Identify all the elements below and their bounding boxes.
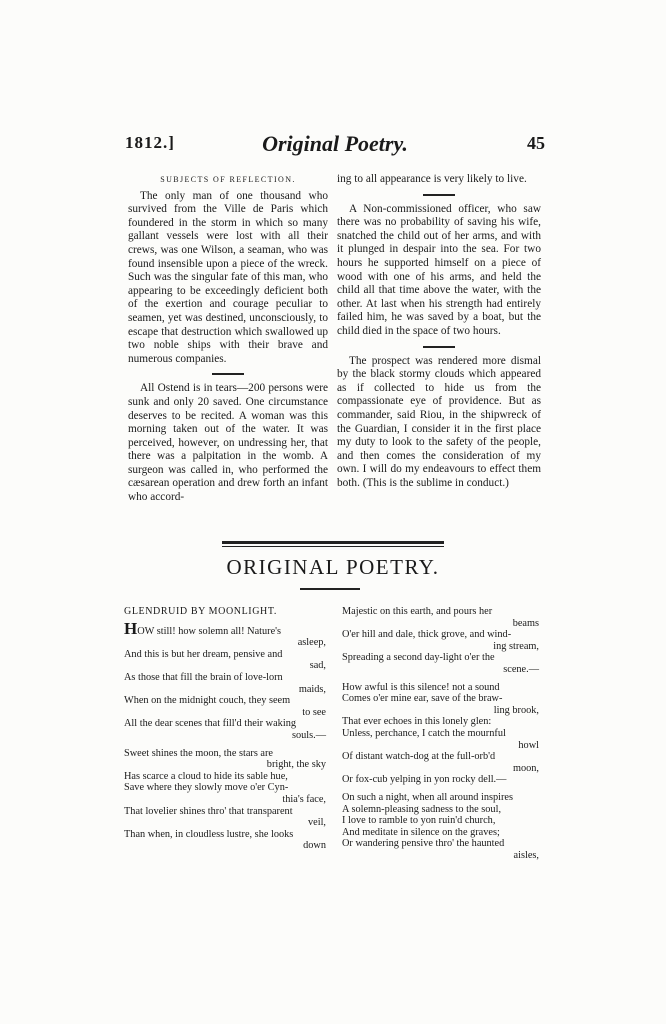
verse-text: Or wandering pensive thro' the haunted: [342, 838, 505, 850]
verse-continuation: asleep,: [297, 637, 326, 649]
verse-text: All the dear scenes that fill'd their waking: [124, 718, 296, 730]
paragraph: All Ostend is in tears—200 persons were sunk and only 20 saved. One circumstance deserves to be recited. A woman was this morning taken out of the water. It was perceived, however, on undressing her, that there was a palpitation in the womb. A surgeon was called in, who performed the cæsarean operation and drew forth an infant who accord-: [128, 382, 328, 504]
verse-continuation: howl: [518, 739, 539, 751]
verse-continuation: veil,: [307, 817, 326, 829]
verse-line: [342, 815, 547, 827]
verse-line: [342, 652, 547, 675]
prose-right-column: [337, 173, 541, 490]
verse-text: O'er hill and dale, thick grove, and wind-: [342, 629, 512, 641]
verse-line: [342, 716, 547, 728]
header-year: 1812.]: [125, 133, 175, 152]
verse-continuation: moon,: [512, 762, 539, 774]
prose-left-column: [128, 173, 328, 505]
drop-cap: H: [124, 618, 138, 638]
verse-continuation: sad,: [309, 660, 326, 672]
verse-text: Save where they slowly move o'er Cyn-: [124, 782, 289, 794]
verse-line: [342, 838, 547, 861]
verse-text: Unless, perchance, I catch the mournful: [342, 727, 506, 739]
poem-right-column: [342, 606, 547, 861]
verse-continuation: ing stream,: [493, 640, 539, 652]
section-title: SUBJECTS OF REFLECTION.: [160, 175, 296, 184]
verse-line: [124, 718, 334, 741]
section-heading: ORIGINAL POETRY.: [226, 555, 440, 579]
verse-continuation: bright, the sky: [266, 759, 326, 771]
heading-underline: [300, 588, 360, 590]
verse-text: When on the midnight couch, they seem: [124, 695, 291, 707]
paragraph: A Non-commissioned officer, who saw there was no probability of saving his wife, snatched the child out of her arms, and with it plunged in despair into the sea. For two hours he supported himself on a piece of wood with one of his arms, and held the child all that time above the water, with the other. At last when his strength had entirely failed him, he was saved by a boat, but the child died in the space of two hours.: [337, 202, 541, 337]
verse-line: [342, 606, 547, 629]
verse-line: [124, 829, 334, 852]
verse-line: [124, 672, 334, 695]
verse-continuation: beams: [512, 617, 539, 629]
verse-text: Or fox-cub yelping in yon rocky dell.—: [342, 774, 507, 786]
verse-line: [342, 827, 547, 839]
section-divider-thick: [222, 541, 444, 544]
verse-line: [342, 629, 547, 652]
page-number: 45: [527, 133, 545, 153]
verse-line: [342, 728, 547, 751]
verse-continuation: aisles,: [513, 849, 539, 861]
verse-text: As those that fill the brain of love-lorn: [124, 671, 283, 683]
poem-left-column: [124, 606, 334, 852]
paragraph: The prospect was rendered more dismal by the black stormy clouds which appeared as if collected to hide us from the compassionate eye of providence. But as commander, said Riou, in the shipwreck of the Guardian, I consider it in the first place my duty to look to the safety of the people, and then comes the consideration of my own. I will do my endeavours to effect them both. (This is the sublime in conduct.): [337, 354, 541, 489]
verse-text: That ever echoes in this lonely glen:: [342, 716, 492, 728]
verse-continuation: thia's face,: [282, 793, 326, 805]
verse-text: Of distant watch-dog at the full-orb'd: [342, 751, 496, 763]
verse-line: [124, 771, 334, 783]
verse-text: And meditate in silence on the graves;: [342, 826, 500, 838]
verse-line: [124, 649, 334, 672]
verse-line: [124, 782, 334, 805]
verse-text: Spreading a second day-light o'er the: [342, 652, 495, 664]
verse-line: [342, 774, 547, 786]
verse-continuation: to see: [302, 706, 326, 718]
stanza: [124, 618, 334, 742]
verse-line: [124, 618, 334, 649]
separator-rule: [423, 346, 455, 348]
section-divider-thin: [222, 546, 444, 547]
verse-text: On such a night, when all around inspires: [342, 791, 514, 803]
verse-text: How awful is this silence! not a sound: [342, 681, 500, 693]
verse-line: [342, 804, 547, 816]
verse-text: I love to ramble to yon ruin'd church,: [342, 815, 496, 827]
verse-text: A solemn-pleasing sadness to the soul,: [342, 803, 502, 815]
page-header: [125, 133, 545, 159]
paragraph: ing to all appearance is very likely to live.: [337, 173, 527, 185]
verse-continuation: ling brook,: [493, 704, 539, 716]
verse-continuation: maids,: [298, 683, 326, 695]
verse-continuation: down: [303, 840, 326, 852]
poem-title: GLENDRUID BY MOONLIGHT.: [124, 606, 277, 617]
separator-rule: [212, 373, 244, 375]
stanza: [124, 748, 334, 852]
verse-continuation: scene.—: [503, 663, 539, 675]
verse-text: Sweet shines the moon, the stars are: [124, 747, 273, 759]
verse-line: [342, 693, 547, 716]
verse-text: Has scarce a cloud to hide its sable hue,: [124, 770, 288, 782]
verse-text: OW still! how solemn all! Nature's: [137, 625, 282, 637]
verse-line: [124, 748, 334, 771]
verse-line: [342, 682, 547, 694]
stanza: [342, 682, 547, 786]
verse-continuation: souls.—: [291, 729, 326, 741]
verse-line: [342, 751, 547, 774]
verse-text: And this is but her dream, pensive and: [124, 648, 283, 660]
verse-line: [342, 792, 547, 804]
verse-line: [124, 695, 334, 718]
stanza: [342, 792, 547, 862]
separator-rule: [423, 194, 455, 196]
paragraph: The only man of one thousand who survived from the Ville de Paris which foundered in the storm in which so many gallant vessels were lost with all their crews, was one Wilson, a seaman, who was found insensible upon a piece of the wreck. Such was the singular fate of this man, who appearing to be exceedingly deficient both of the exertion and courage peculiar to seamen, yet was destined, unconsciously, to escape that destruction which swallowed up two noble ships with their brave and numerous companies.: [128, 189, 328, 365]
verse-text: That lovelier shines thro' that transparent: [124, 805, 293, 817]
verse-line: [124, 806, 334, 829]
stanza: [342, 606, 547, 676]
running-title: Original Poetry.: [262, 131, 408, 156]
verse-text: Than when, in cloudless lustre, she looks: [124, 828, 294, 840]
verse-text: Comes o'er mine ear, save of the braw-: [342, 693, 503, 705]
verse-text: Majestic on this earth, and pours her: [342, 606, 493, 617]
